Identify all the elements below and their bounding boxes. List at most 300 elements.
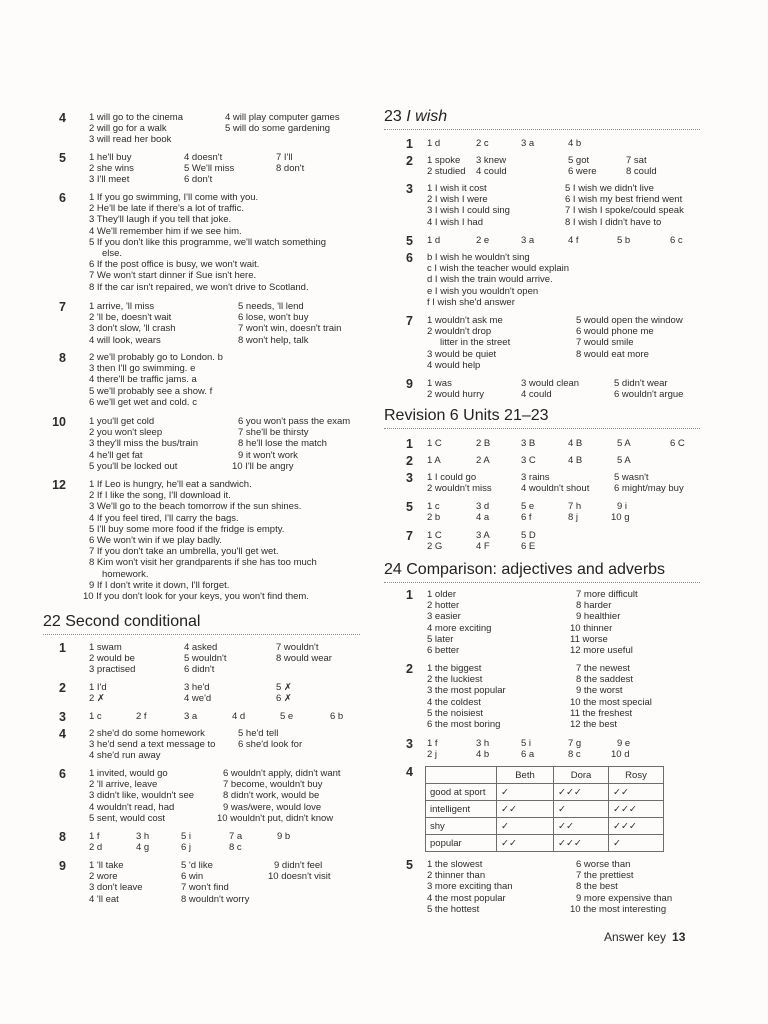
answer-item: 4 more exciting <box>427 622 492 634</box>
answer-item: 2 A <box>476 455 490 466</box>
answer-item: 5 ✗ <box>276 682 292 693</box>
answer-item: 2 wouldn't drop <box>427 326 492 338</box>
section-title: I wish <box>406 108 448 125</box>
answer-item: 1 invited, would go <box>89 768 168 779</box>
section-divider <box>384 428 700 429</box>
answer-item: 3 h <box>136 831 150 842</box>
table-cell: ✓✓ <box>497 835 554 852</box>
exercise-number: 1 <box>406 137 413 151</box>
answer-item: 2 'll be, doesn't wait <box>89 312 172 324</box>
answer-item: 8 the best <box>576 881 618 893</box>
answer-item: 10 wouldn't put, didn't know <box>217 812 334 824</box>
answer-item: 4 she'd run away <box>89 750 161 762</box>
answer-item: 3 rains <box>521 472 550 483</box>
table-header-cell: Beth <box>497 767 554 784</box>
answer-item: 6 We won't win if we play badly. <box>89 535 222 546</box>
answer-item: 4 B <box>568 455 583 466</box>
answer-item: 2 'll arrive, leave <box>89 779 158 791</box>
answer-item: 8 c <box>568 749 581 761</box>
answer-item: 10 d <box>611 749 630 761</box>
answer-item: 5 wasn't <box>614 472 649 483</box>
table-row <box>426 818 664 835</box>
answer-item: 8 j <box>568 512 579 524</box>
answer-item: 6 If the post office is busy, we won't wait. <box>89 259 260 271</box>
answer-item: 4 he'll get fat <box>89 449 143 461</box>
answer-item: 6 the most boring <box>427 719 501 730</box>
answer-item: 5 A <box>617 438 631 449</box>
exercise-number: 3 <box>59 710 66 724</box>
answer-item: 1 arrive, 'll miss <box>89 301 155 312</box>
answer-item: 3 he'd send a text message to <box>89 739 216 751</box>
section-divider <box>384 129 700 130</box>
answer-item: 3 will read her book <box>89 134 172 146</box>
answer-item: 8 the saddest <box>576 674 634 686</box>
answer-item: 5 you'll be locked out <box>89 460 178 472</box>
answer-item: 6 better <box>427 645 460 656</box>
answer-item: 8 didn't work, would be <box>223 790 320 802</box>
section-heading <box>384 407 549 425</box>
answer-item: 6 E <box>521 541 536 553</box>
answer-item: 6 she'd look for <box>238 739 303 751</box>
answer-item: 2 wouldn't miss <box>427 483 492 495</box>
section-title: Second conditional <box>65 613 201 630</box>
answer-item: 4 b <box>476 749 490 761</box>
answer-item: 3 C <box>521 455 536 466</box>
answer-item: 1 will go to the cinema <box>89 112 183 123</box>
answer-item: litter in the street <box>440 337 511 349</box>
answer-item: 2 j <box>427 749 438 761</box>
exercise-number: 2 <box>406 454 413 468</box>
table-row <box>426 784 664 801</box>
answer-item: 5 needs, 'll lend <box>238 301 304 312</box>
section-number: 22 <box>43 613 61 630</box>
answer-item: 1 A <box>427 455 441 466</box>
answer-item: 7 won't find <box>181 882 229 894</box>
table-header-row <box>426 767 664 784</box>
answer-item: 11 worse <box>570 633 608 645</box>
answer-item: 5 didn't wear <box>614 378 668 389</box>
exercise-number: 6 <box>406 251 413 265</box>
exercise-number: 4 <box>406 765 413 779</box>
answer-item: 7 g <box>568 738 582 749</box>
answer-item: 2 will go for a walk <box>89 123 167 135</box>
answer-item: 2 wore <box>89 871 118 883</box>
answer-item: 3 I wish I could sing <box>427 205 510 217</box>
answer-item: 6 b <box>330 711 344 722</box>
answer-item: 7 We won't start dinner if Sue isn't here. <box>89 270 257 282</box>
table-cell: ✓ <box>497 784 554 801</box>
answer-item: 5 i <box>521 738 532 749</box>
answer-item: 1 d <box>427 138 441 149</box>
answer-item: 8 c <box>229 842 242 854</box>
answer-item: 1 swam <box>89 642 122 653</box>
answer-item: 12 more useful <box>570 645 633 656</box>
exercise-number: 7 <box>59 300 66 314</box>
answer-item: c I wish the teacher would explain <box>427 263 570 275</box>
answer-item: 6 j <box>181 842 192 854</box>
answer-item: 7 become, wouldn't buy <box>223 779 323 791</box>
section-divider <box>43 634 360 635</box>
answer-item: f I wish she'd answer <box>427 296 515 308</box>
answer-item: 2 studied <box>427 166 466 178</box>
exercise-number: 6 <box>59 767 66 781</box>
answer-item: 1 he'll buy <box>89 152 132 163</box>
answer-item: 5 we'll probably see a show. f <box>89 385 213 397</box>
table-header-cell <box>426 767 497 784</box>
answer-item: 9 was/were, would love <box>223 801 322 813</box>
answer-item: 1 c <box>89 711 102 722</box>
answer-item: 4 will play computer games <box>225 112 340 123</box>
answer-item: 1 I'd <box>89 682 107 693</box>
answer-item: 3 don't leave <box>89 882 143 894</box>
answer-item: 8 If the car isn't repaired, we won't drive to Scotland. <box>89 281 309 293</box>
exercise-number: 1 <box>406 437 413 451</box>
answer-item: 7 more difficult <box>576 589 638 600</box>
section-title: Revision 6 Units 21–23 <box>384 407 549 424</box>
answer-item: 3 B <box>521 438 536 449</box>
answer-item: 4 will look, wears <box>89 334 161 346</box>
answer-item: 6 we'll get wet and cold. c <box>89 396 197 408</box>
exercise-number: 8 <box>59 830 66 844</box>
table-cell: ✓✓✓ <box>554 835 609 852</box>
answer-item: 6 worse than <box>576 859 631 870</box>
answer-item: 8 don't <box>276 163 305 175</box>
answer-item: 9 more expensive than <box>576 892 673 904</box>
answer-item: 2 I wish I were <box>427 194 488 206</box>
answer-item: 6 you won't pass the exam <box>238 416 351 427</box>
answer-item: 1 the biggest <box>427 663 482 674</box>
exercise-number: 10 <box>52 415 66 429</box>
answer-item: 2 If I like the song, I'll download it. <box>89 490 231 502</box>
table-cell: ✓ <box>609 835 664 852</box>
answer-item: 3 they'll miss the bus/train <box>89 438 198 450</box>
answer-item: 1 'll take <box>89 860 124 871</box>
answer-item: 1 older <box>427 589 457 600</box>
answer-item: 4 wouldn't shout <box>521 483 590 495</box>
answer-item: 2 He'll be late if there's a lot of traffic. <box>89 203 245 215</box>
answer-item: 10 If you don't look for your keys, you won't find them. <box>83 591 309 602</box>
table-cell: ✓✓✓ <box>609 818 664 835</box>
answer-item: 3 A <box>476 530 490 541</box>
answer-item: d I wish the train would arrive. <box>427 274 553 286</box>
answer-item: 2 the luckiest <box>427 674 483 686</box>
answer-item: 4 there'll be traffic jams. a <box>89 374 197 386</box>
answer-item: 3 knew <box>476 155 507 166</box>
answer-item: 5 D <box>521 530 536 541</box>
answer-item: 3 d <box>476 501 490 512</box>
answer-item: 5 'd like <box>181 860 213 871</box>
answer-item: 3 h <box>476 738 490 749</box>
exercise-number: 12 <box>52 478 66 492</box>
answer-item: 5 i <box>181 831 192 842</box>
answer-item: 2 thinner than <box>427 870 486 882</box>
answer-item: 4 the most popular <box>427 892 506 904</box>
answer-item: 8 harder <box>576 600 612 612</box>
answer-item: 1 I could go <box>427 472 477 483</box>
answer-item: homework. <box>102 568 149 580</box>
answer-item: 2 you won't sleep <box>89 427 163 439</box>
section-heading <box>384 561 665 579</box>
answer-item: 12 the best <box>570 719 618 730</box>
answer-item: 2 would be <box>89 653 135 665</box>
answer-item: 2 hotter <box>427 600 460 612</box>
answer-item: 8 wouldn't worry <box>181 893 250 905</box>
exercise-number: 7 <box>406 314 413 328</box>
answer-item: 3 the most popular <box>427 685 506 697</box>
table-cell: ✓✓✓ <box>554 784 609 801</box>
answer-item: 5 I'll buy some more food if the fridge is empty. <box>89 523 285 535</box>
answer-item: 7 won't win, doesn't train <box>238 323 342 335</box>
answer-item: 10 thinner <box>570 622 613 634</box>
exercise-number: 2 <box>406 662 413 676</box>
answer-item: 5 later <box>427 633 454 645</box>
answer-item: 5 e <box>280 711 294 722</box>
answer-item: 3 more exciting than <box>427 881 513 893</box>
exercise-number: 2 <box>59 681 66 695</box>
table-cell: ✓ <box>554 801 609 818</box>
answer-item: 5 I wish we didn't live <box>565 183 654 194</box>
answer-item: 1 I wish it cost <box>427 183 487 194</box>
section-divider <box>384 582 700 583</box>
answer-item: 6 didn't <box>184 664 215 676</box>
answer-item: 5 the hottest <box>427 903 480 915</box>
answer-item: 10 I'll be angry <box>232 460 294 472</box>
answer-item: 2 c <box>476 138 489 149</box>
answer-item: 6 I wish my best friend went <box>565 194 683 206</box>
answer-item: 9 it won't work <box>238 449 298 461</box>
answer-item: 4 wouldn't read, had <box>89 801 175 813</box>
answer-item: 4 f <box>568 235 579 246</box>
answer-item: 2 she wins <box>89 163 134 175</box>
exercise-number: 4 <box>59 111 66 125</box>
answer-item: e I wish you wouldn't open <box>427 285 539 297</box>
answer-item: 6 c <box>670 235 683 246</box>
table-row-label: intelligent <box>426 801 497 818</box>
answer-item: 2 would hurry <box>427 389 485 401</box>
answer-item: 7 a <box>229 831 243 842</box>
answer-item: 7 she'll be thirsty <box>238 427 309 439</box>
answer-item: 6 don't <box>184 174 213 186</box>
table-row <box>426 801 664 818</box>
answer-item: 8 he'll lose the match <box>238 438 327 450</box>
exercise-number: 1 <box>59 641 66 655</box>
answer-item: 5 wouldn't <box>184 653 227 665</box>
exercise-number: 1 <box>406 588 413 602</box>
section-number: 24 <box>384 561 402 578</box>
answer-item: 4 I wish I had <box>427 216 483 228</box>
answer-item: 6 ✗ <box>276 693 292 705</box>
answer-item: 3 They'll laugh if you tell that joke. <box>89 214 232 226</box>
answer-item: 6 were <box>568 166 597 178</box>
exercise-number: 5 <box>406 858 413 872</box>
answer-item: 1 spoke <box>427 155 461 166</box>
exercise-number: 9 <box>406 377 413 391</box>
answer-item: 2 d <box>89 842 103 854</box>
answer-item: 4 b <box>568 138 582 149</box>
answer-item: 5 got <box>568 155 590 166</box>
answer-item: 4 doesn't <box>184 152 223 163</box>
answer-item: 4 could <box>476 166 507 178</box>
answer-item: 2 G <box>427 541 443 553</box>
answer-item: 7 wouldn't <box>276 642 319 653</box>
table-cell: ✓✓✓ <box>609 801 664 818</box>
answer-item: 8 Kim won't visit her grandparents if she has too much <box>89 557 317 569</box>
answer-item: 6 C <box>670 438 685 449</box>
answer-item: 7 the newest <box>576 663 630 674</box>
exercise-number: 4 <box>59 727 66 741</box>
section-heading <box>43 613 200 631</box>
answer-item: else. <box>102 248 123 259</box>
answer-item: 2 B <box>476 438 491 449</box>
table-header-cell: Rosy <box>609 767 664 784</box>
answer-item: 3 he'd <box>184 682 210 693</box>
section-title: Comparison: adjectives and adverbs <box>406 561 666 578</box>
table-header-cell: Dora <box>554 767 609 784</box>
answer-item: 4 B <box>568 438 583 449</box>
answer-item: 3 don't slow, 'll crash <box>89 323 176 335</box>
answer-item: 9 the worst <box>576 685 623 697</box>
answer-item: 5 b <box>617 235 631 246</box>
answer-item: 6 a <box>521 749 535 761</box>
table-row-label: good at sport <box>426 784 497 801</box>
answer-item: 7 the prettiest <box>576 870 634 882</box>
answer-item: 1 d <box>427 235 441 246</box>
answer-item: 5 would open the window <box>576 315 683 326</box>
answer-item: 9 b <box>277 831 291 842</box>
answer-item: 9 If I don't write it down, I'll forget. <box>89 579 230 591</box>
table-cell: ✓✓ <box>497 801 554 818</box>
answer-item: 6 win <box>181 871 204 883</box>
answer-item: 5 sent, would cost <box>89 812 166 824</box>
page-footer <box>604 930 685 944</box>
answer-item: 8 would wear <box>276 653 332 665</box>
answer-item: 10 doesn't visit <box>268 871 331 883</box>
answer-item: 9 healthier <box>576 611 621 623</box>
answer-item: 2 f <box>136 711 147 722</box>
answer-item: 3 practised <box>89 664 136 676</box>
answer-item: 3 a <box>521 235 535 246</box>
answer-item: 1 you'll get cold <box>89 416 155 427</box>
answer-item: 4 We'll remember him if we see him. <box>89 225 242 237</box>
answer-item: 3 would clean <box>521 378 580 389</box>
exercise-number: 5 <box>406 500 413 514</box>
answer-item: 2 we'll probably go to London. b <box>89 352 223 363</box>
answer-item: 1 f <box>89 831 100 842</box>
exercise-number: 7 <box>406 529 413 543</box>
answer-item: 2 ✗ <box>89 693 105 705</box>
answer-item: 1 If Leo is hungry, he'll eat a sandwich. <box>89 479 252 490</box>
answer-item: 5 e <box>521 501 535 512</box>
table-cell: ✓ <box>497 818 554 835</box>
answer-item: 5 he'd tell <box>238 728 279 739</box>
answer-item: 1 If you go swimming, I'll come with you. <box>89 192 259 203</box>
answer-item: 6 wouldn't apply, didn't want <box>223 768 341 779</box>
answer-item: 5 will do some gardening <box>225 123 331 135</box>
answer-item: 1 wouldn't ask me <box>427 315 503 326</box>
comparison-table <box>425 766 664 852</box>
exercise-number: 5 <box>59 151 66 165</box>
answer-item: 4 g <box>136 842 150 854</box>
answer-item: 1 f <box>427 738 438 749</box>
answer-item: 7 sat <box>626 155 647 166</box>
table-row <box>426 835 664 852</box>
answer-item: 4 the coldest <box>427 696 481 708</box>
answer-item: 3 I'll meet <box>89 174 130 186</box>
exercise-number: 3 <box>406 737 413 751</box>
answer-item: 6 might/may buy <box>614 483 684 495</box>
answer-item: 2 e <box>476 235 490 246</box>
answer-item: 1 C <box>427 438 442 449</box>
exercise-number: 3 <box>406 182 413 196</box>
answer-item: 2 she'd do some homework <box>89 728 205 739</box>
exercise-number: 8 <box>59 351 66 365</box>
footer-label: Answer key <box>604 930 667 944</box>
table-row-label: shy <box>426 818 497 835</box>
answer-item: 6 wouldn't argue <box>614 389 684 401</box>
answer-item: 3 didn't like, wouldn't see <box>89 790 195 802</box>
answer-item: 2 b <box>427 512 441 524</box>
answer-item: 7 I'll <box>276 152 293 163</box>
exercise-number: 3 <box>406 471 413 485</box>
table-cell: ✓✓ <box>554 818 609 835</box>
answer-item: 8 could <box>626 166 657 178</box>
answer-item: 8 I wish I didn't have to <box>565 216 662 228</box>
answer-item: 6 f <box>521 512 532 524</box>
answer-item: 9 i <box>617 501 628 512</box>
answer-item: b I wish he wouldn't sing <box>427 252 530 263</box>
answer-item: 1 the slowest <box>427 859 483 870</box>
answer-item: 4 could <box>521 389 552 401</box>
answer-item: 10 the most special <box>570 696 652 708</box>
answer-item: 9 didn't feel <box>274 860 323 871</box>
answer-item: 5 If you don't like this programme, we'll watch something <box>89 236 327 248</box>
answer-item: 7 I wish I spoke/could speak <box>565 205 684 217</box>
answer-item: 3 then I'll go swimming. e <box>89 363 196 375</box>
answer-item: 1 C <box>427 530 442 541</box>
answer-item: 4 we'd <box>184 693 212 705</box>
page-number: 13 <box>672 930 686 944</box>
answer-item: 4 a <box>476 512 490 524</box>
answer-item: 3 We'll go to the beach tomorrow if the sun shines. <box>89 501 302 513</box>
answer-item: 4 'll eat <box>89 893 119 905</box>
answer-item: 1 was <box>427 378 452 389</box>
exercise-number: 9 <box>59 859 66 873</box>
answer-item: 9 e <box>617 738 631 749</box>
answer-item: 8 won't help, talk <box>238 334 309 346</box>
exercise-number: 5 <box>406 234 413 248</box>
answer-item: 6 lose, won't buy <box>238 312 309 324</box>
answer-item: 4 If you feel tired, I'll carry the bags. <box>89 512 239 524</box>
answer-item: 1 c <box>427 501 440 512</box>
answer-item: 4 F <box>476 541 490 553</box>
answer-item: 3 easier <box>427 611 461 623</box>
answer-item: 4 asked <box>184 642 218 653</box>
answer-item: 5 A <box>617 455 631 466</box>
exercise-number: 6 <box>59 191 66 205</box>
answer-item: 4 would help <box>427 359 481 371</box>
answer-item: 3 would be quiet <box>427 348 497 360</box>
answer-item: 5 We'll miss <box>184 163 235 175</box>
table-row-label: popular <box>426 835 497 852</box>
answer-item: 7 If you don't take an umbrella, you'll get wet. <box>89 546 279 558</box>
answer-item: 11 the freshest <box>570 707 633 719</box>
table-cell: ✓✓ <box>609 784 664 801</box>
answer-item: 10 g <box>611 512 630 524</box>
answer-item: 10 the most interesting <box>570 903 667 915</box>
answer-item: 8 would eat more <box>576 348 649 360</box>
section-heading <box>384 108 447 126</box>
answer-item: 7 would smile <box>576 337 634 349</box>
